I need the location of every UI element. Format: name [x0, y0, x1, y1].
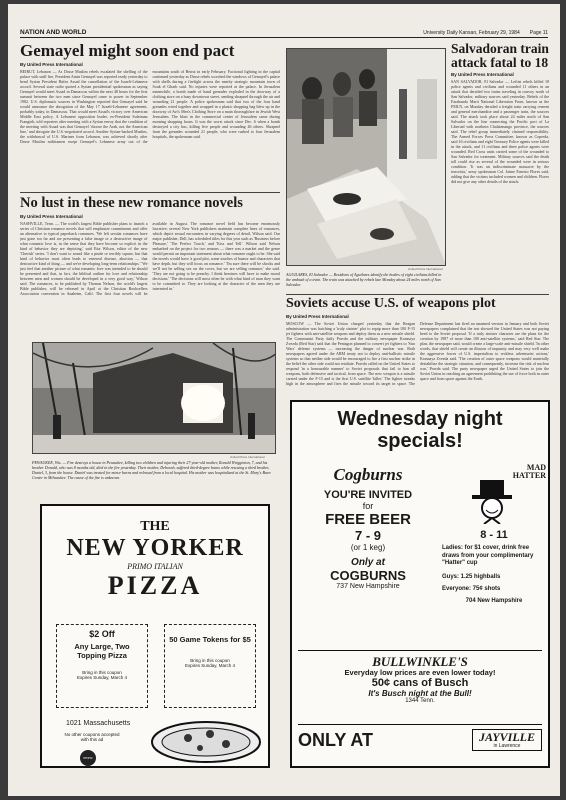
page-header	[20, 26, 548, 38]
beer-times: 7 - 9	[354, 528, 381, 543]
ad-the: THE	[140, 519, 170, 534]
photo-credit: United Press International	[408, 267, 443, 271]
jayville-block	[298, 724, 542, 751]
hatter-times: 8 - 11	[480, 529, 508, 541]
pizza-illustration	[148, 716, 264, 766]
coupon-amount: $2 Off	[89, 629, 115, 639]
story-soviets	[286, 294, 549, 394]
article-body: MOSCOW — The Soviet Union charged yesterday that the Reagan administration was hatching a 'truly sinister' plot to equip more than 100 F-15 jet fighters with anti-satellite weapons and deploy them as a new missile shield. The Communist Party daily Pravda and the military newspaper Krasnaya Zvezda (Red Star) said that the Pentagon planned to convert jet fighters to 'Star Wars' defense systems — increasing the danger of nuclear war. Both newspapers agreed under the ABM treaty not to deploy anti-ballistic missile systems so that neither side would be encouraged to fire a first nuclear strike in the belief the other side could not retaliate. Pravda called on the United States to respond 'in a honourable manner' to Soviet proposals that fail to ban all weapons, both defensive and tactical, from space. The new weapon is a missile carried under the F-15 and is the first U.S. satellite 'killer.' The fighter streaks high in the atmosphere and fires the missile toward its target in space. The Defense Department last fired an unarmed version in January and both Soviet newspapers complained that the test showed the United States was not paying heed to the Soviet proposal. 'If a truly sinister character are the plans for the creation by 1987 of more than 100 anti-satellite systems,' said Red Star. The plan, the newspaper said, would create a large-scale anti-missile shield. 'In other words, that shield will create an illusion of impunity and may very well make the aggressive forces of U.S. imperialism to reckless adventurist actions,' Krasnaya Zvezda said. 'The creation of outer space weapons would materially destabilize the strategic situation, and consequently, increase the risk of nuclear war,' Pravda said. The party newspaper urged the United States to join the Soviet Union in reaching an agreement prohibiting the use of force both in outer space and from space against the Earth.	[286, 321, 549, 386]
headline: No lust in these new romance novels	[20, 195, 243, 211]
new-yorker-pizza-ad	[40, 504, 270, 768]
article-body: SAN SALVADOR, El Salvador — Leftist rebels killed 18 police agents and civilians and wounded 11 others in an attack that derailed two trains traveling in convoy north of San Salvador, military sources said yesterday. Rebels of the Farabundo Marti National Liberation Front, known as the FMLN, on Monday derailed a freight train carrying cement and general merchandise and a passenger train, the sources said. The attack took place about 24 miles north of San Salvador on the line connecting the Pacific port of La Libertad with northern Chalatenango province, the sources said. The rebel group immediately claimed responsibility. The Armed Forces Press Committee, known as Copreda, said 16 civilians and eight Treasury Police agents were killed in the attack, and 11 civilians and three police agents were wounded. Red Cross units carried some of the wounded to San Salvador for treatment. Military sources said the death toll could rise as several of the wounded were in serious condition. 'It was an indiscriminate massacre by the terrorists,' army spokesman Col. Jaime Ernesto Flores said, adding that the victims included women and children. Flores did not give any other details of the attack.	[451, 79, 549, 184]
beer-keg: (or 1 keg)	[350, 543, 386, 552]
cogburns-block	[298, 466, 438, 590]
pizza-coupon[interactable]	[56, 624, 148, 708]
page-number: Page 11	[529, 30, 548, 36]
train-photo-caption: AGUILARES, El Salvador — Residents of Aguilares identify the bodies of eight civilians killed in the ambush of a train. The train was attacked by rebels late Monday about 24 miles north of San Salvador.	[286, 272, 442, 287]
coupon-expiry: Expires Sunday, March 4	[185, 663, 235, 668]
byline: By United Press International	[20, 213, 83, 219]
train-photo-image	[287, 49, 446, 266]
ad-headline: Wednesday night specials!	[337, 408, 503, 452]
cogburns-logo: Cogburns	[333, 465, 403, 484]
coupon-expiry: Expires Sunday, March 4	[77, 675, 127, 680]
hatter-text: HATTER	[512, 471, 546, 480]
cogburns-name: COGBURNS	[330, 568, 406, 583]
for-text: for	[362, 501, 374, 511]
token-coupon[interactable]	[164, 624, 256, 708]
only-at-text: Only at	[351, 557, 385, 568]
ad-name-top: NEW YORKER	[66, 535, 244, 561]
photo-credit: United Press International	[230, 455, 265, 459]
fire-photo-caption: PEWAUKEE, Wis. — Fire destroys a house in Pewaukee, killing two children and injuring their 27-year-old mother, Ronald Wrigginton, 7, and his brother Donald, who was 8 months old, died in the fire yesterday. Their mother, Deborah, suffered third-degree burns while rescuing a third brother, Daniel, 3, from the house. Daniel was treated for minor burns and released from a local hospital. His mother was hospitalized at the St. Mary's Burn Center in Milwaukee. The cause of the fire is unknown.	[32, 460, 271, 480]
coupon-note: Bring in this coupon	[82, 670, 122, 675]
jayville-location: in Lawrence	[493, 743, 521, 749]
only-at-big: ONLY AT	[298, 729, 374, 750]
jayville-name: JAYVILLE	[478, 730, 535, 744]
story-romance	[20, 192, 280, 332]
everyday-text: Everyday low prices are even lower today!	[344, 668, 496, 677]
jayville-logo	[472, 729, 542, 751]
headline: Gemayel might soon end pact	[20, 41, 235, 60]
invited-text: YOU'RE INVITED	[323, 489, 413, 501]
coupon-title: 50 Game Tokens for $5	[169, 635, 251, 644]
mad-hatter-icon	[462, 480, 522, 524]
ladies-special: Ladies: for $1 cover, drink free draws from your complimentary "Hatter" cup	[442, 545, 534, 566]
headline: Soviets accuse U.S. of weapons plot	[286, 296, 496, 311]
article-body: BEIRUT, Lebanon — As Druse Muslim rebels escalated the shelling of the palace with sniff fire, President Amin Gemayel was reported ready yesterday to bend Syrian President Hafez Assad the cancellation of the Israeli-Lebanese accord. Several state radio quoted a Syrian presidential spokesman as saying Gemayel would meet Assad in Damascus within the next 48 hours for the first summit between the two men since Gemayel came to power in September 1982. U.S. diplomatic sources in Washington reported that Gemayel said he would announce the abrogation of the May 17 Israeli-Lebanese agreement, probably today, in Damascus. That would meet Assad's victory over American Middle East policy. A Lebanese opposition leader, ex-President Suleiman Frangieh, told reporters after meeting with a Syrian envoy that the condition of the meeting with Assad was that Gemayel 'choose the Arab, not the American line,' and abrogate the U.S.-negotiated accord. Another Syrian-backed Muslim, the withdrawal of U.S. Marines from Lebanon, was achieved shortly after Druse Muslim militiamen swept Gemayel's Lebanese army out of the mountains south of Beirut in early February. Factional fighting in the capital continued yesterday as Druse rebels scorched the windows of Gemayel's palace with shells during a firefight across the nearby strategic mountain town of Souk el Gharb said. No injuries were reported at the palace. In Jerusalem meanwhile, a bomb made of hand grenades exploded in the doorway of a clothing store on a busy downtown street, sending shrapnel through the air and wounding 21 people. A police spokesman said that two of the four hand grenades wired together and wrapped in a plastic shopping bag blew up in the doorway of Avi's Men's Clothing Store on a main thoroughfare in Jewish West Jerusalem. The blast in the commercial center of Jerusalem came during morning shopping hours. It was the worst attack since Dec. 6 when a bomb destroyed a city bus, killing five people and wounding 46 others. Shrapnel from the grenades wounded 21 people, who were rushed to four Jerusalem hospitals, the spokesman said.	[20, 69, 280, 144]
ad-fineprint: No other coupons accepted with this ad	[64, 732, 120, 742]
ad-address: 1021 Massachusetts	[66, 720, 131, 727]
byline: By United Press International	[451, 72, 514, 77]
byline: By United Press International	[20, 62, 83, 67]
mad-hatter-block	[442, 464, 546, 604]
article-body: NASHVILLE, Tenn. — The world's largest Bible publisher plans to launch a series of Christian romance novels that will emphasize commitment and offer an alternative to typical paperback romances. 'We felt secular romances have just gone too far and are presenting a false image or a destructive image of what romantic love is, in the sense that they have become so explicit in the kind of behavior they are depicting,' said Etta Wilson, editor of the new 'Cherish' series. 'I don't want to sound like a prude or terribly square, but that kind of behavior most often leads to venereal disease, abortion — that destructive kind of thing — and we're developing long-term relationships.' 'We just feel that another picture of what romantic love was intended to be should be presented and that, in fact, the biblical outline for love and relationship between men and women should be developed in a very good way,' Wilson said. The romances, to be published by Thomas Nelson, the world's largest Bible publisher, will be released in April at the Christian Booksellers Association convention in Anaheim, Calif. The first four novels will be available in August. The romance novel field has become enormously lucrative; several New York publishers maintain complete lines of romances, which depict sexual encounters in varying degrees of detail, Wilson said. Our major publisher, Dell, has scheduled titles for this year such as 'Business before Pleasure,' 'The Perfect Touch,' and 'Kiss and Tell.' Wilson said Nelson embarked on the project for two reasons — there was a market and the genre would permit an important statement about what romance ought to be. She said the novels would have 'a good plot, some touches of humor and characters that have depth, but they will focus on romance.' 'I'm sure there will be shocks and we'll not be selling sex on the cover, but we are selling romance,' she said. 'They are not going to be preachy. I think heroines will have to make moral decisions.' 'The decisions will most often be with what kind of man they want to be committed to. They are looking at the character of the men they are interested in.'	[20, 220, 280, 296]
cogburns-address: 737 New Hampshire	[336, 583, 400, 590]
coupon-note: Bring in this coupon	[190, 658, 230, 663]
busch-cans: 50¢ cans of Busch	[371, 677, 469, 689]
guys-special: Guys: 1.25 highballs	[442, 573, 501, 580]
fire-photo	[32, 342, 276, 454]
mad-hatter-address: 704 New Hampshire	[465, 597, 523, 604]
ad-name-bottom: PIZZA	[107, 571, 203, 600]
busch-night: It's Busch night at the Bull!	[368, 689, 472, 698]
train-photo	[286, 48, 446, 266]
ad-tagline: PRIMO ITALIAN	[127, 562, 183, 571]
wednesday-specials-ad	[290, 400, 550, 768]
story-salvador-train	[451, 42, 549, 290]
coupon-title: Any Large, Two Topping Pizza	[74, 642, 130, 660]
section-label: NATION AND WORLD	[20, 29, 87, 36]
headline: Salvadoran train attack fatal to 18	[451, 41, 549, 70]
bullwinkles-block	[298, 650, 542, 704]
bullwinkles-address: 1344 Tenn.	[405, 698, 435, 704]
mad-text: MAD	[526, 463, 546, 472]
story-gemayel	[20, 42, 280, 190]
byline: By United Press International	[286, 314, 349, 319]
bullwinkles-logo: BULLWINKLE'S	[372, 654, 468, 669]
newspaper-page	[8, 4, 560, 796]
free-beer-text: FREE BEER	[325, 511, 411, 528]
pepsi-logo: PEPSI	[80, 750, 96, 766]
fire-photo-image	[33, 343, 276, 454]
everyone-special: Everyone: 75¢ shots	[442, 585, 501, 592]
paper-date: University Daily Kansan, February 29, 1984	[423, 30, 520, 36]
